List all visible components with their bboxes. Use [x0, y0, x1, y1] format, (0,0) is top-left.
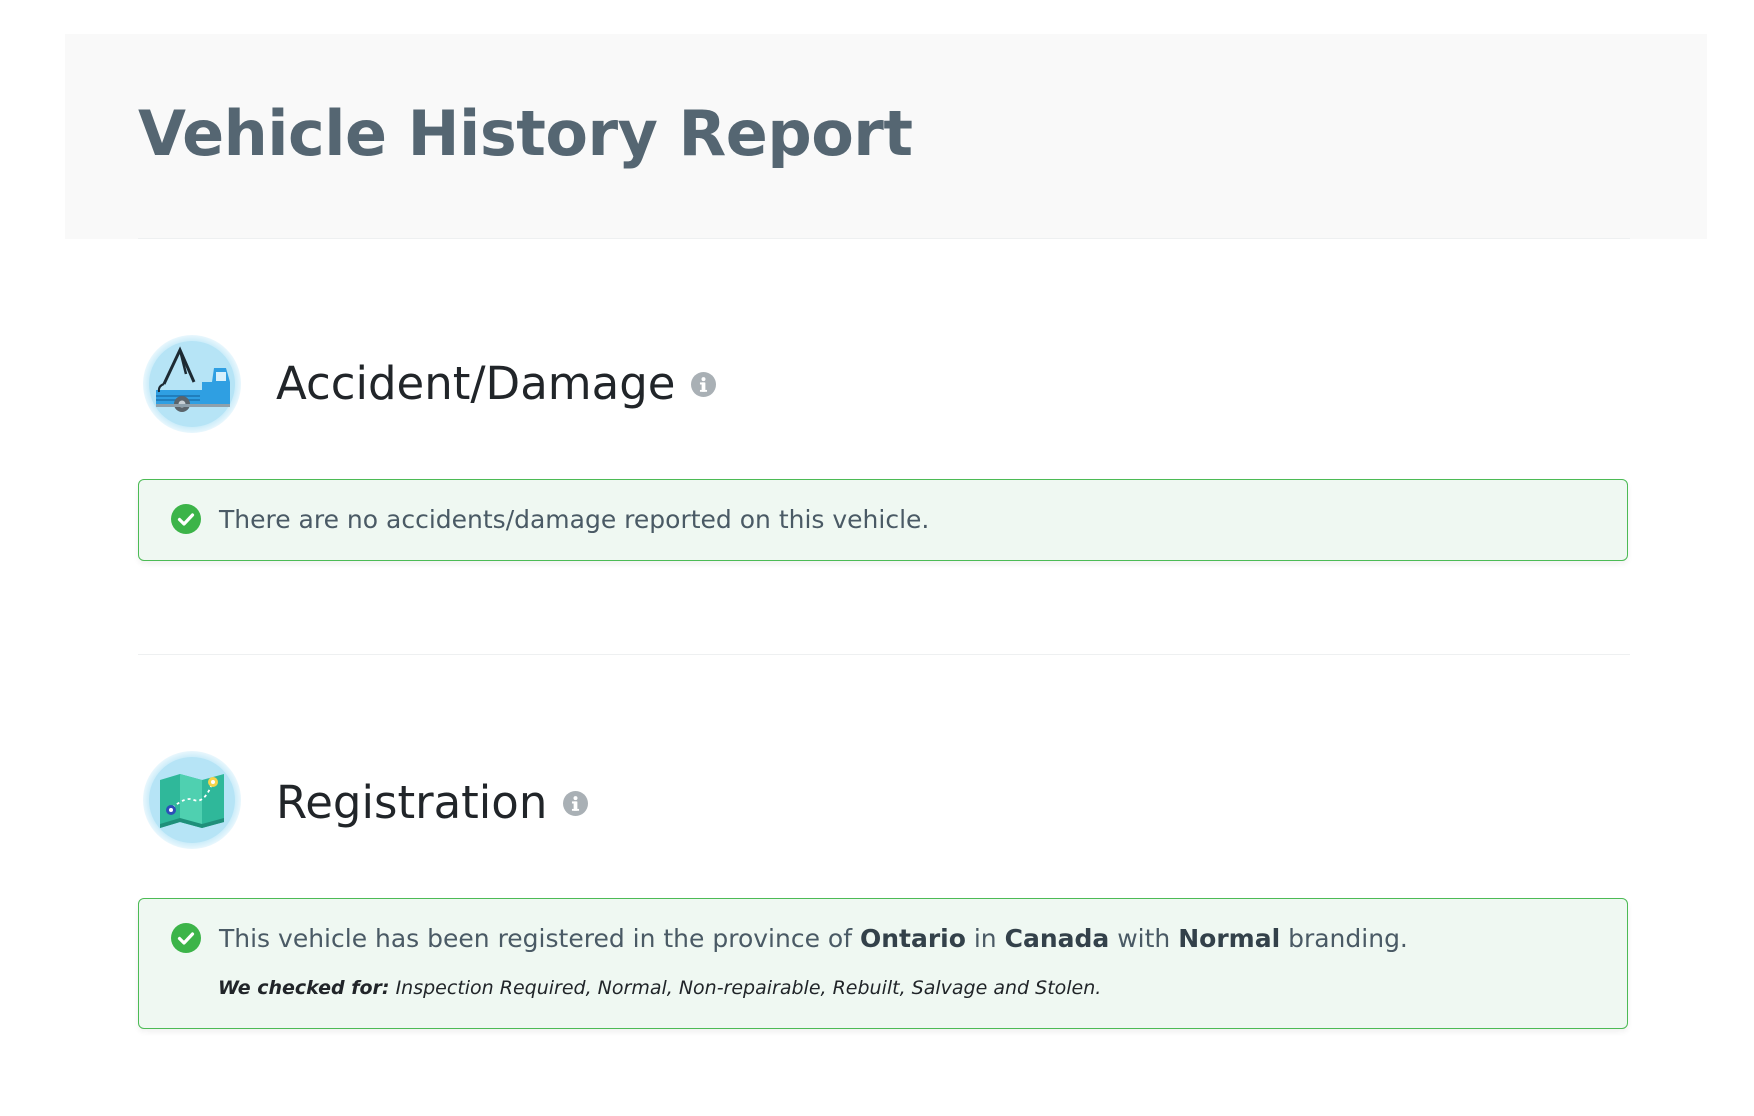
check-circle-icon [171, 923, 201, 953]
map-route-icon [142, 750, 242, 850]
section-title-label: Registration [276, 776, 548, 829]
tow-truck-icon [142, 334, 242, 434]
accident-status-alert [138, 479, 1628, 561]
section-title-accident-damage [276, 354, 716, 414]
section-title-label: Accident/Damage [276, 357, 676, 410]
alert-line [171, 504, 929, 534]
section-title-registration [276, 773, 588, 833]
country-value: Canada [1004, 923, 1110, 953]
checked-for-note [218, 977, 1101, 999]
info-icon[interactable] [563, 791, 588, 816]
alert-line [171, 923, 1408, 953]
message-in: in [973, 923, 997, 953]
province-value: Ontario [859, 923, 966, 953]
info-icon[interactable] [691, 372, 716, 397]
page-title: Vehicle History Report [138, 97, 913, 170]
registration-status-alert [138, 898, 1628, 1029]
registration-status-message [219, 924, 1408, 953]
branding-value: Normal [1178, 923, 1281, 953]
header-divider [138, 238, 1630, 239]
message-lead: This vehicle has been registered in the province of [219, 923, 852, 953]
accident-status-message: There are no accidents/damage reported on this vehicle. [219, 504, 930, 534]
message-tail: branding. [1288, 923, 1408, 953]
checked-for-label: We checked for: [218, 977, 390, 999]
section-divider [138, 654, 1630, 655]
checked-for-list: Inspection Required, Normal, Non-repairable, Rebuilt, Salvage and Stolen. [395, 977, 1102, 999]
message-with: with [1117, 923, 1171, 953]
check-circle-icon [171, 504, 201, 534]
